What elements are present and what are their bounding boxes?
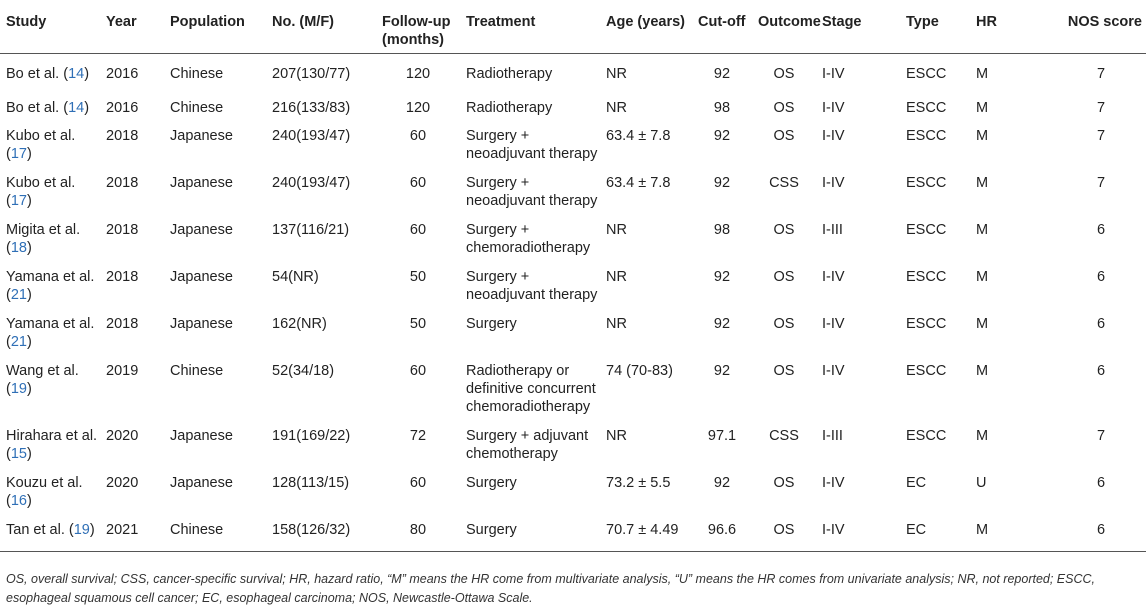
cell-nos: 6: [1096, 221, 1106, 238]
cell-treatment: Surgery + neoadjuvant therapy: [466, 127, 598, 162]
cell-cutoff: 92: [713, 127, 731, 144]
study-paren-close: ): [26, 239, 32, 256]
cell-cutoff: 98: [713, 221, 731, 238]
cell-year: 2018: [106, 221, 139, 238]
cell-nos: 7: [1096, 427, 1106, 444]
cell-no: 207(130/77): [272, 66, 351, 82]
table-row: [0, 312, 1146, 359]
cell-year: 2018: [106, 127, 139, 144]
cell-study: [0, 424, 100, 471]
header-outcome: Outcome: [758, 14, 821, 30]
cell-nos: 7: [1096, 66, 1106, 82]
header-row: [0, 8, 1146, 54]
cell-age: NR: [606, 100, 627, 116]
study-author: Migita et al. (: [6, 221, 81, 256]
cell-followup: 50: [409, 315, 427, 332]
cell-stage: I-IV: [822, 521, 845, 538]
cell-hr: M: [976, 315, 989, 332]
cell-population: Chinese: [170, 362, 224, 379]
cell-no: 158(126/32): [272, 521, 351, 538]
cell-age: NR: [606, 221, 627, 238]
cell-no: 52(34/18): [272, 362, 335, 379]
cell-age: NR: [606, 66, 627, 82]
cell-treatment: Surgery + neoadjuvant therapy: [466, 268, 598, 303]
cell-cutoff: 92: [713, 174, 731, 191]
cell-population: Chinese: [170, 100, 224, 116]
cell-year: 2020: [106, 474, 139, 491]
cell-no: 240(193/47): [272, 174, 351, 191]
cell-type: EC: [906, 474, 927, 491]
study-author: Wang et al. (: [6, 362, 79, 397]
cell-followup: 72: [409, 427, 427, 444]
cell-type: ESCC: [906, 66, 947, 82]
cell-nos: 7: [1096, 174, 1106, 191]
cell-outcome: OS: [773, 362, 795, 379]
table-row: [0, 471, 1146, 518]
cell-outcome: OS: [773, 474, 795, 491]
cell-population: Chinese: [170, 66, 224, 82]
cell-type: ESCC: [906, 221, 947, 238]
cell-type: ESCC: [906, 127, 947, 144]
table-row: [0, 54, 1146, 97]
cell-type: EC: [906, 521, 927, 538]
cell-nos: 6: [1096, 521, 1106, 538]
cell-study: [0, 359, 100, 424]
cell-type: ESCC: [906, 362, 947, 379]
header-treatment: Treatment: [466, 14, 536, 30]
cell-hr: U: [976, 474, 987, 491]
cell-followup: 60: [409, 362, 427, 379]
cell-hr: M: [976, 174, 989, 191]
cell-type: ESCC: [906, 268, 947, 285]
cell-treatment: Surgery: [466, 474, 517, 491]
study-author: Bo et al. (: [6, 100, 69, 116]
cell-population: Japanese: [170, 174, 233, 191]
cell-age: NR: [606, 427, 627, 444]
study-author: Tan et al. (: [6, 521, 74, 538]
cell-outcome: CSS: [769, 427, 799, 444]
study-paren-close: ): [84, 100, 90, 116]
study-paren-close: ): [89, 521, 95, 538]
cell-population: Japanese: [170, 427, 233, 444]
citation-link[interactable]: 19: [73, 521, 90, 538]
cell-population: Chinese: [170, 521, 224, 538]
header-no: No. (M/F): [272, 14, 335, 30]
cell-stage: I-IV: [822, 127, 845, 144]
cell-treatment: Radiotherapy: [466, 100, 553, 116]
header-year: Year: [106, 14, 137, 30]
cell-year: 2018: [106, 174, 139, 191]
cell-population: Japanese: [170, 474, 233, 491]
cell-stage: I-IV: [822, 100, 845, 116]
cell-no: 240(193/47): [272, 127, 351, 144]
cell-outcome: OS: [773, 268, 795, 285]
cell-age: 73.2 ± 5.5: [606, 474, 671, 491]
cell-stage: I-III: [822, 427, 843, 444]
citation-link[interactable]: 14: [68, 66, 85, 82]
study-author: Yamana et al. (: [6, 315, 95, 350]
study-author: Yamana et al. (: [6, 268, 95, 303]
cell-stage: I-IV: [822, 174, 845, 191]
citation-link[interactable]: 17: [10, 145, 27, 162]
table-row: [0, 518, 1146, 552]
cell-treatment: Radiotherapy: [466, 66, 553, 82]
cell-outcome: OS: [773, 127, 795, 144]
cell-cutoff: 97.1: [707, 427, 737, 444]
cell-cutoff: 92: [713, 474, 731, 491]
cell-hr: M: [976, 362, 989, 379]
header-type: Type: [906, 14, 939, 30]
cell-study: [0, 171, 100, 218]
cell-type: ESCC: [906, 427, 947, 444]
cell-outcome: OS: [773, 315, 795, 332]
cell-nos: 7: [1096, 127, 1106, 144]
cell-treatment: Surgery: [466, 315, 517, 332]
cell-type: ESCC: [906, 315, 947, 332]
cell-year: 2021: [106, 521, 139, 538]
cell-treatment: Surgery + neoadjuvant therapy: [466, 174, 598, 209]
cell-study: [0, 54, 100, 97]
header-nos: NOS score: [1067, 14, 1142, 30]
cell-population: Japanese: [170, 268, 233, 285]
header-stage: Stage: [822, 14, 862, 30]
table-row: [0, 265, 1146, 312]
cell-outcome: OS: [773, 66, 795, 82]
cell-study: [0, 471, 100, 518]
cell-stage: I-III: [822, 221, 843, 238]
cell-treatment: Surgery + adjuvant chemotherapy: [466, 427, 589, 462]
cell-stage: I-IV: [822, 268, 845, 285]
cell-hr: M: [976, 127, 989, 144]
cell-type: ESCC: [906, 174, 947, 191]
study-author: Bo et al. (: [6, 66, 69, 82]
cell-followup: 60: [409, 221, 427, 238]
cell-study: [0, 518, 100, 552]
cell-outcome: OS: [773, 221, 795, 238]
cell-followup: 120: [405, 100, 431, 116]
cell-followup: 50: [409, 268, 427, 285]
table-footnote: OS, overall survival; CSS, cancer-specific survival; HR, hazard ratio, “M” means the HR come from multivariate analysis, “U” means the HR comes from univariate analysis; NR, not reported; ESCC, esophageal squamous cell cancer; EC, esophageal carcinoma; NOS, Newcastle-Ottawa Scale.: [6, 572, 1096, 605]
study-paren-close: ): [26, 492, 32, 509]
cell-nos: 6: [1096, 362, 1106, 379]
cell-cutoff: 92: [713, 315, 731, 332]
cell-followup: 60: [409, 174, 427, 191]
cell-year: 2019: [106, 362, 139, 379]
cell-no: 191(169/22): [272, 427, 351, 444]
cell-age: NR: [606, 315, 627, 332]
cell-followup: 120: [405, 66, 431, 82]
cell-cutoff: 92: [713, 268, 731, 285]
cell-nos: 7: [1096, 100, 1106, 116]
cell-no: 216(133/83): [272, 100, 351, 116]
cell-no: 137(116/21): [272, 221, 350, 238]
cell-year: 2018: [106, 315, 139, 332]
cell-followup: 80: [409, 521, 427, 538]
cell-year: 2016: [106, 66, 139, 82]
citation-link[interactable]: 21: [10, 286, 27, 303]
citation-link[interactable]: 14: [68, 100, 85, 116]
header-followup: Follow-up (months): [382, 14, 451, 48]
cell-stage: I-IV: [822, 315, 845, 332]
cell-treatment: Surgery: [466, 521, 517, 538]
cell-population: Japanese: [170, 127, 233, 144]
table-body: [0, 54, 1146, 552]
study-paren-close: ): [26, 380, 32, 397]
cell-no: 54(NR): [272, 268, 319, 285]
cell-age: 63.4 ± 7.8: [606, 174, 671, 191]
cell-followup: 60: [409, 127, 427, 144]
cell-stage: I-IV: [822, 66, 845, 82]
study-paren-close: ): [26, 286, 32, 303]
cell-cutoff: 92: [713, 362, 731, 379]
cell-study: [0, 124, 100, 171]
cell-year: 2018: [106, 268, 139, 285]
study-paren-close: ): [26, 192, 32, 209]
cell-hr: M: [976, 100, 989, 116]
study-paren-close: ): [84, 66, 90, 82]
cell-cutoff: 98: [713, 100, 731, 116]
studies-table: [0, 8, 1146, 552]
citation-link[interactable]: 18: [10, 239, 27, 256]
cell-study: [0, 96, 100, 124]
study-author: Kubo et al. (: [6, 127, 76, 162]
citation-link[interactable]: 21: [10, 333, 27, 350]
cell-outcome: OS: [773, 521, 795, 538]
cell-hr: M: [976, 521, 989, 538]
citation-link[interactable]: 17: [10, 192, 27, 209]
header-cutoff: Cut-off: [698, 14, 746, 30]
study-author: Hirahara et al. (: [6, 427, 98, 462]
cell-cutoff: 96.6: [707, 521, 737, 538]
table-row: [0, 171, 1146, 218]
cell-age: 74 (70-83): [606, 362, 673, 379]
study-author: Kubo et al. (: [6, 174, 76, 209]
header-population: Population: [170, 14, 245, 30]
study-author: Kouzu et al. (: [6, 474, 83, 509]
cell-population: Japanese: [170, 221, 233, 238]
cell-treatment: Radiotherapy or definitive concurrent chemoradiotherapy: [466, 362, 596, 415]
table-row: [0, 124, 1146, 171]
cell-year: 2016: [106, 100, 139, 116]
cell-study: [0, 265, 100, 312]
cell-hr: M: [976, 427, 989, 444]
cell-type: ESCC: [906, 100, 947, 116]
table-row: [0, 424, 1146, 471]
table-row: [0, 96, 1146, 124]
citation-link[interactable]: 19: [10, 380, 27, 397]
cell-treatment: Surgery + chemoradiotherapy: [466, 221, 591, 256]
cell-nos: 6: [1096, 315, 1106, 332]
cell-age: NR: [606, 268, 627, 285]
table-row: [0, 359, 1146, 424]
cell-year: 2020: [106, 427, 139, 444]
cell-study: [0, 312, 100, 359]
cell-age: 63.4 ± 7.8: [606, 127, 671, 144]
header-hr: HR: [976, 14, 997, 30]
study-paren-close: ): [26, 333, 32, 350]
cell-no: 162(NR): [272, 315, 327, 332]
header-study: Study: [6, 14, 47, 30]
header-age: Age (years): [606, 14, 685, 30]
cell-outcome: CSS: [769, 174, 799, 191]
citation-link[interactable]: 16: [10, 492, 27, 509]
citation-link[interactable]: 15: [10, 445, 27, 462]
study-paren-close: ): [26, 445, 32, 462]
cell-hr: M: [976, 268, 989, 285]
cell-nos: 6: [1096, 268, 1106, 285]
cell-stage: I-IV: [822, 362, 845, 379]
cell-study: [0, 218, 100, 265]
cell-nos: 6: [1096, 474, 1106, 491]
cell-cutoff: 92: [713, 66, 731, 82]
cell-population: Japanese: [170, 315, 233, 332]
cell-followup: 60: [409, 474, 427, 491]
study-paren-close: ): [26, 145, 32, 162]
cell-hr: M: [976, 221, 989, 238]
cell-age: 70.7 ± 4.49: [606, 521, 679, 538]
cell-stage: I-IV: [822, 474, 845, 491]
cell-outcome: OS: [773, 100, 795, 116]
cell-hr: M: [976, 66, 989, 82]
cell-no: 128(113/15): [272, 474, 350, 491]
table-row: [0, 218, 1146, 265]
